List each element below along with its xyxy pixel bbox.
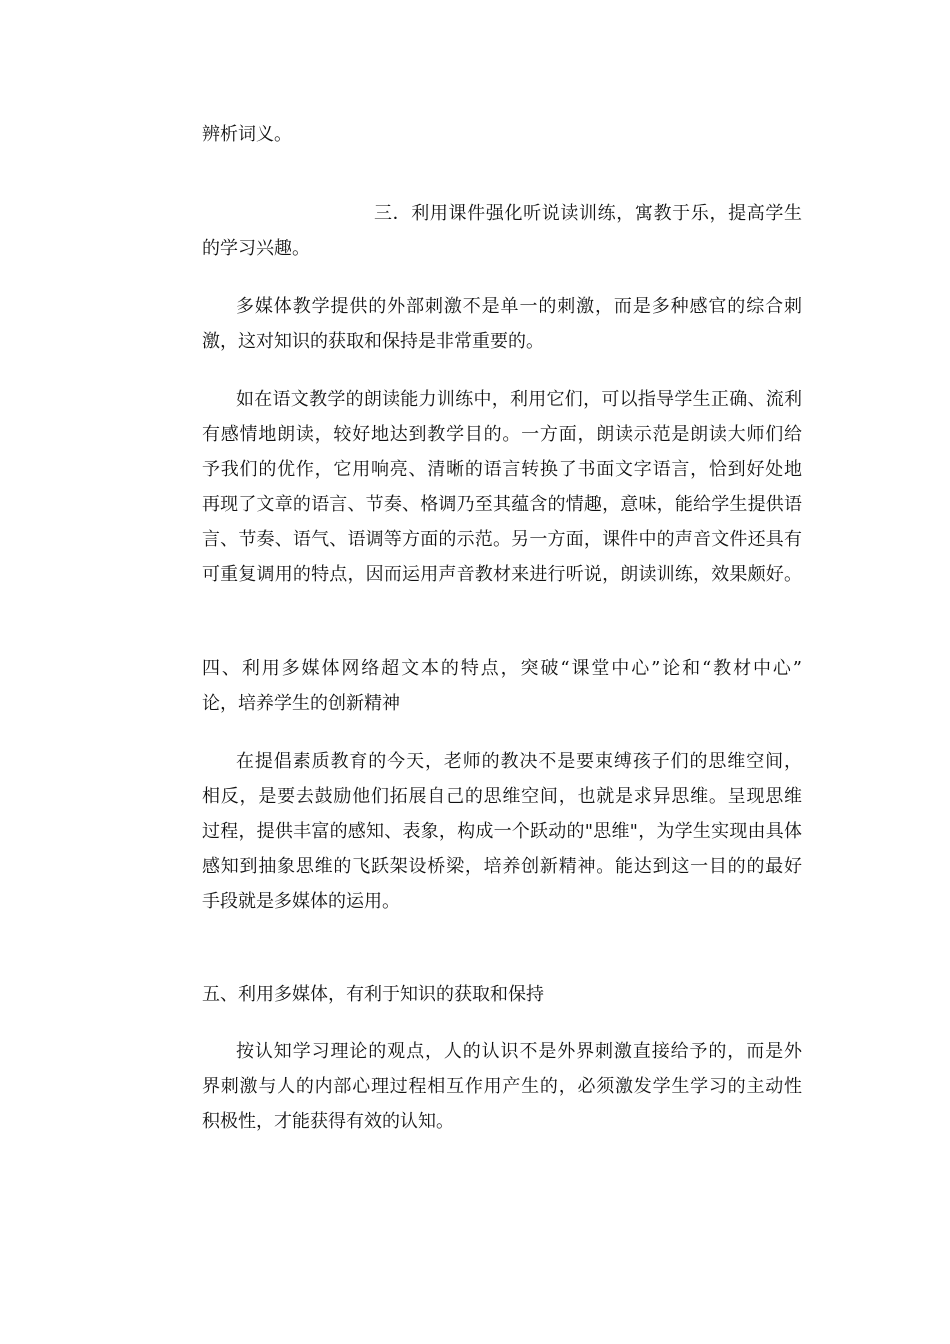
paragraph-line: 界刺激与人的内部心理过程相互作用产生的，必须激发学生学习的主动性 [202, 1076, 802, 1097]
section-heading-4-cont: 论，培养学生的创新精神 [202, 693, 400, 714]
paragraph-line: 手段就是多媒体的运用。 [202, 891, 400, 912]
text-line: 辨析词义。 [202, 124, 292, 145]
paragraph-line: 按认知学习理论的观点，人的认识不是外界刺激直接给予的，而是外 [236, 1041, 802, 1062]
paragraph-line: 予我们的优作，它用响亮、清晰的语言转换了书面文字语言，恰到好处地 [202, 459, 802, 480]
paragraph-line: 如在语文教学的朗读能力训练中，利用它们，可以指导学生正确、流利 [236, 389, 802, 410]
section-heading-3-cont: 的学习兴趣。 [202, 238, 310, 259]
section-heading-4: 四、利用多媒体网络超文本的特点，突破“课堂中心”论和“教材中心” [202, 658, 802, 679]
paragraph-line: 再现了文章的语言、节奏、格调乃至其蕴含的情趣，意味，能给学生提供语 [202, 494, 802, 515]
paragraph-line: 积极性，才能获得有效的认知。 [202, 1111, 454, 1132]
section-heading-5: 五、利用多媒体，有利于知识的获取和保持 [202, 984, 544, 1005]
paragraph-line: 有感情地朗读，较好地达到教学目的。一方面，朗读示范是朗读大师们给 [202, 424, 802, 445]
paragraph-line: 可重复调用的特点，因而运用声音教材来进行听说，朗读训练，效果颇好。 [202, 564, 802, 585]
section-heading-3: 三．利用课件强化听说读训练，寓教于乐，提高学生 [374, 203, 802, 224]
paragraph-line: 相反，是要去鼓励他们拓展自己的思维空间，也就是求异思维。呈现思维 [202, 786, 802, 807]
paragraph-line: 多媒体教学提供的外部刺激不是单一的刺激，而是多种感官的综合刺 [236, 296, 802, 317]
paragraph-line: 感知到抽象思维的飞跃架设桥梁，培养创新精神。能达到这一目的的最好 [202, 856, 802, 877]
paragraph-line: 过程，提供丰富的感知、表象，构成一个跃动的"思维"，为学生实现由具体 [202, 821, 802, 842]
paragraph-line: 言、节奏、语气、语调等方面的示范。另一方面，课件中的声音文件还具有 [202, 529, 802, 550]
paragraph-line: 在提倡素质教育的今天，老师的教决不是要束缚孩子们的思维空间， [236, 751, 802, 772]
paragraph-line: 激，这对知识的获取和保持是非常重要的。 [202, 331, 544, 352]
